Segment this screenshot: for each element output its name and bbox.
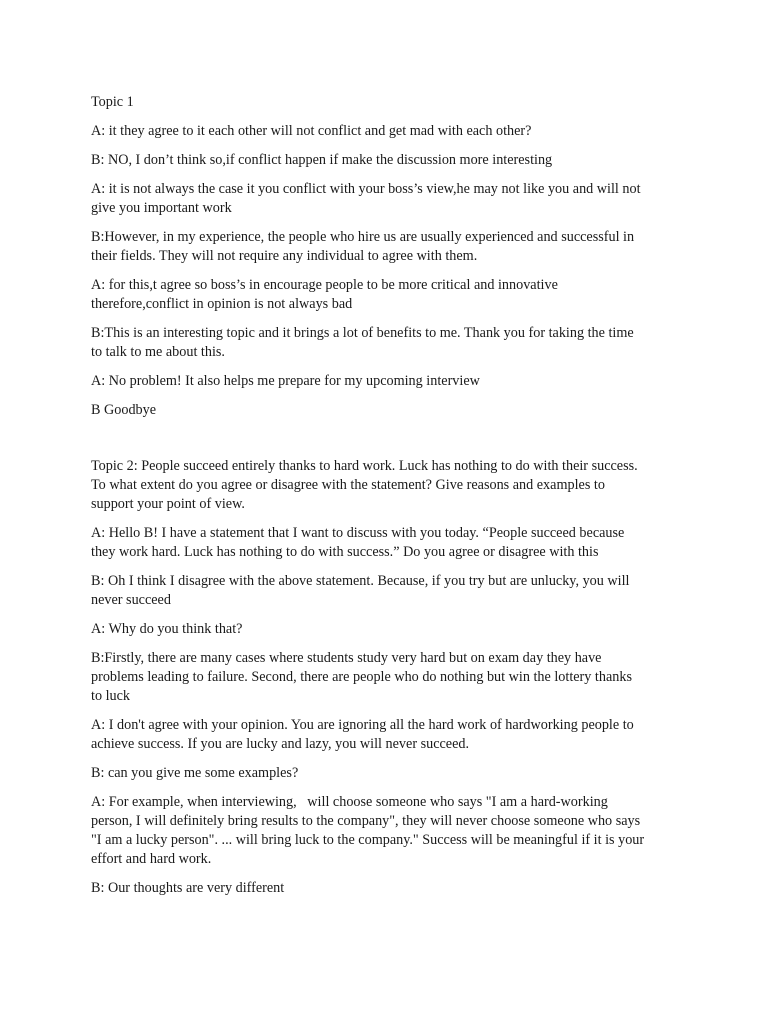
topic-1-dialogue [91, 122, 691, 420]
dialogue-turn-line: person, I will definitely bring results to the company", they will never choose someone who says [91, 813, 641, 829]
dialogue-turn-line: B: Our thoughts are very different [91, 880, 285, 896]
dialogue-turn-line: B Goodbye [91, 402, 157, 418]
dialogue-turn-line: they work hard. Luck has nothing to do with success.” Do you agree or disagree with this [91, 544, 599, 560]
dialogue-turn [91, 324, 691, 362]
dialogue-turn-line: never succeed [91, 592, 171, 608]
dialogue-turn [91, 524, 691, 562]
topic-2-title [91, 457, 691, 514]
dialogue-turn-line: B:However, in my experience, the people who hire us are usually experienced and successful in [91, 229, 635, 245]
dialogue-turn-line: their fields. They will not require any individual to agree with them. [91, 248, 478, 264]
dialogue-turn-line: effort and hard work. [91, 851, 212, 867]
dialogue-turn-line: A: it is not always the case it you conflict with your boss’s view,he may not like you and will not [91, 181, 641, 197]
dialogue-turn-line: achieve success. If you are lucky and lazy, you will never succeed. [91, 736, 470, 752]
dialogue-turn [91, 716, 691, 754]
dialogue-turn [91, 572, 691, 610]
dialogue-turn [91, 764, 691, 783]
topic-2-section [91, 457, 691, 898]
dialogue-turn-line: problems leading to failure. Second, there are people who do nothing but win the lottery thanks [91, 669, 632, 685]
dialogue-turn-line: to luck [91, 688, 131, 704]
dialogue-turn [91, 180, 691, 218]
dialogue-turn-line: B:Firstly, there are many cases where students study very hard but on exam day they have [91, 650, 602, 666]
dialogue-turn [91, 793, 691, 869]
dialogue-turn-line: B: can you give me some examples? [91, 765, 299, 781]
dialogue-turn-line: A: for this,t agree so boss’s in encourage people to be more critical and innovative [91, 277, 558, 293]
dialogue-turn-line: "I am a lucky person". ... will bring luck to the company." Success will be meaningful if it is your [91, 832, 645, 848]
dialogue-turn-line: A: Hello B! I have a statement that I want to discuss with you today. “People succeed because [91, 525, 625, 541]
dialogue-turn [91, 151, 691, 170]
topic-1-title: Topic 1 [91, 94, 134, 110]
dialogue-turn [91, 649, 691, 706]
dialogue-turn [91, 122, 691, 141]
dialogue-turn-line: therefore,conflict in opinion is not always bad [91, 296, 353, 312]
dialogue-turn [91, 372, 691, 391]
dialogue-turn [91, 276, 691, 314]
dialogue-turn [91, 620, 691, 639]
dialogue-turn-line: to talk to me about this. [91, 344, 225, 360]
dialogue-turn-line: B: Oh I think I disagree with the above statement. Because, if you try but are unlucky, you will [91, 573, 630, 589]
document-page [91, 93, 691, 908]
topic-2-title-line: To what extent do you agree or disagree with the statement? Give reasons and examples to [91, 477, 605, 493]
dialogue-turn-line: A: Why do you think that? [91, 621, 243, 637]
dialogue-turn-line: A: No problem! It also helps me prepare for my upcoming interview [91, 373, 480, 389]
topic-2-title-line: support your point of view. [91, 496, 245, 512]
dialogue-turn-line: B: NO, I don’t think so,if conflict happen if make the discussion more interesting [91, 152, 553, 168]
dialogue-turn-line: give you important work [91, 200, 232, 216]
topic-2-dialogue [91, 524, 691, 898]
dialogue-turn [91, 879, 691, 898]
topic-1-section [91, 93, 691, 420]
dialogue-turn-line: A: For example, when interviewing, will choose someone who says "I am a hard-working [91, 794, 608, 810]
dialogue-turn-line: A: it they agree to it each other will not conflict and get mad with each other? [91, 123, 532, 139]
dialogue-turn [91, 228, 691, 266]
section-gap [91, 430, 691, 457]
topic-2-title-line: Topic 2: People succeed entirely thanks to hard work. Luck has nothing to do with their success. [91, 458, 638, 474]
dialogue-turn-line: B:This is an interesting topic and it brings a lot of benefits to me. Thank you for taking the time [91, 325, 634, 341]
dialogue-turn [91, 401, 691, 420]
dialogue-turn-line: A: I don't agree with your opinion. You are ignoring all the hard work of hardworking people to [91, 717, 634, 733]
